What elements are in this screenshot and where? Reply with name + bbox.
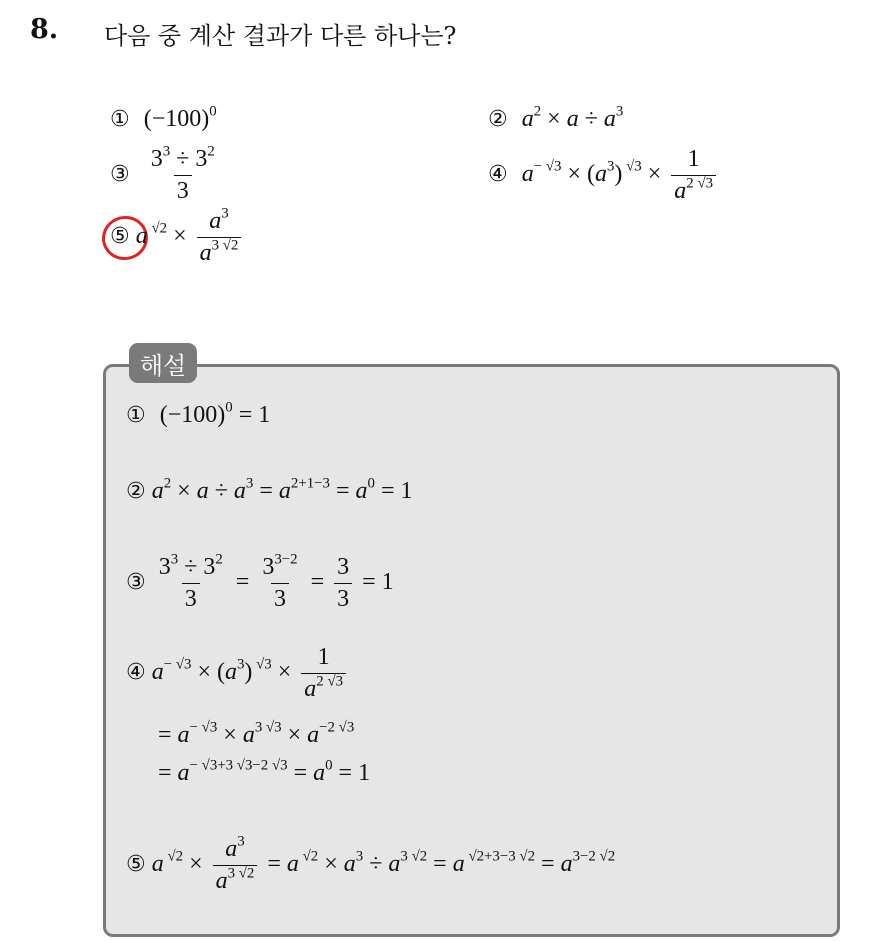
choice-2-div: ÷ [578, 106, 604, 132]
s5-eq1: = [261, 851, 287, 878]
s4l3-eq: = [158, 760, 178, 786]
s4l2-e1: − √3 [189, 719, 218, 736]
c3-num-a-exp: 3 [162, 143, 171, 160]
choice-3-fraction [148, 143, 218, 205]
s5-d: a [388, 851, 401, 878]
c3-num-a: 3 [150, 146, 163, 172]
s2-a3: a [233, 478, 246, 504]
s5-den: a [215, 868, 228, 894]
c4-exp-1: − √3 [533, 158, 562, 175]
s4l3-t: = [287, 760, 314, 786]
s5-b: a [286, 851, 299, 878]
solution-2 [126, 475, 413, 505]
solution-1 [126, 399, 271, 429]
c3-div: ÷ [170, 146, 196, 172]
s3-eq3: = 1 [356, 569, 394, 596]
s4l2-b: a [242, 722, 255, 748]
s3-n4: 3 [337, 554, 350, 580]
s3-n2e: 2 [215, 551, 223, 568]
s4l3-b: a [313, 760, 326, 786]
s5-num: a [225, 836, 238, 862]
s3-eq1: = [229, 569, 256, 596]
c4-fraction [671, 146, 716, 205]
s4-num: 1 [317, 644, 330, 670]
s4-den: a [304, 676, 317, 702]
c4-den-exp: 2 √3 [686, 175, 714, 192]
s1-mark: ① [126, 403, 146, 428]
solution-5 [126, 833, 616, 895]
s4-mark: ④ [126, 660, 146, 686]
s4-e3: √3 [252, 656, 272, 673]
c5-num: a [209, 208, 222, 234]
s5-c: a [343, 851, 356, 878]
s4-t1: × ( [191, 659, 225, 686]
s5-mark: ⑤ [126, 852, 146, 878]
s4l3-end: = 1 [332, 760, 371, 786]
s4l2-t2: × [281, 722, 308, 748]
c5-den: a [199, 240, 212, 266]
s3-frac-3 [334, 554, 352, 613]
choice-3[interactable] [110, 143, 222, 205]
choice-2-exp-3: 3 [615, 103, 624, 120]
s4-e1: − √3 [163, 656, 192, 673]
s3-frac-2 [259, 551, 300, 613]
s5-t3: ÷ [363, 851, 389, 878]
s5-eq2: = [427, 851, 453, 878]
s4l2-e3: −2 √3 [319, 719, 355, 736]
s2-a5: a [355, 478, 368, 504]
s5-ce: 3 [355, 848, 364, 865]
s2-e4: 2+1−3 [290, 475, 330, 492]
choice-1-base: (−100) [143, 106, 210, 132]
question-number: 8. [30, 14, 59, 45]
s2-a4: a [278, 478, 291, 504]
c3-den: 3 [174, 175, 192, 205]
c4-exp-2: 3 [606, 158, 615, 175]
solution-4 [126, 644, 350, 703]
s2-e1: 2 [163, 475, 172, 492]
s2-t1: × [171, 478, 197, 504]
s5-den-exp: 3 √2 [227, 865, 255, 882]
s4l2-c: a [307, 722, 320, 748]
s3-den3: 3 [334, 583, 352, 613]
c4-num: 1 [687, 146, 700, 172]
s3-d: ÷ [178, 554, 204, 580]
s3-den1: 3 [182, 583, 200, 613]
s1-rest: = 1 [232, 402, 271, 428]
solution-4-line-2 [158, 719, 355, 749]
s4-fraction [301, 644, 346, 703]
s4l3-e1: − √3+3 √3−2 √3 [189, 757, 288, 774]
s2-t5: = 1 [374, 478, 413, 504]
c5-num-exp: 3 [221, 205, 229, 222]
s2-e3: 3 [245, 475, 254, 492]
s3-n2: 3 [203, 554, 216, 580]
solution-3 [126, 551, 394, 613]
c3-num-b: 3 [195, 146, 208, 172]
s5-fe: 3−2 √2 [572, 848, 616, 865]
choice-2-times: × [541, 106, 567, 132]
c5-den-exp: 3 √2 [211, 237, 239, 254]
s3-n1: 3 [158, 554, 171, 580]
s2-t3: = [253, 478, 279, 504]
s2-mark: ② [126, 479, 146, 504]
s5-ee: √2+3−3 √2 [464, 848, 536, 865]
s4-close: ) [244, 659, 253, 686]
s3-mark: ③ [126, 570, 146, 596]
c5-fraction [197, 205, 242, 267]
s1-exp: 0 [225, 399, 233, 416]
s4l2-e2: 3 √3 [254, 719, 282, 736]
choice-1[interactable] [110, 103, 217, 133]
c4-exp-3: √3 [622, 158, 642, 175]
c5-exp-1: √2 [147, 220, 168, 237]
s4l2-t1: × [217, 722, 243, 748]
choice-5-mark: ⑤ [110, 224, 130, 250]
s1-base: (−100) [159, 402, 226, 428]
s5-num-exp: 3 [237, 833, 245, 850]
choice-2-term-a: a [521, 106, 534, 132]
s4-t2: × [271, 659, 298, 686]
s5-eq3: = [535, 851, 561, 878]
c4-den: a [674, 178, 687, 204]
choice-1-exp: 0 [209, 103, 217, 120]
s4-den-exp: 2 √3 [316, 673, 344, 690]
solution-title: 해설 [129, 343, 197, 383]
s4-e2: 3 [236, 656, 245, 673]
s5-f: a [560, 851, 573, 878]
s5-a: a [151, 851, 164, 878]
s2-t2: ÷ [208, 478, 234, 504]
c4-a: a [521, 161, 534, 188]
s3-n3e: 3−2 [274, 551, 298, 568]
c3-num-b-exp: 2 [207, 143, 215, 160]
s3-den2: 3 [271, 583, 289, 613]
s3-eq2: = [304, 569, 331, 596]
s5-be: √2 [298, 848, 319, 865]
s4l2-eq: = [158, 722, 178, 748]
solution-4-line-3 [158, 757, 371, 787]
choice-2[interactable] [488, 103, 624, 133]
s4-a2: a [224, 659, 237, 686]
choice-2-mark: ② [488, 107, 508, 132]
c4-times-1: × ( [561, 161, 595, 188]
s4-a: a [151, 659, 164, 686]
s2-a2: a [196, 478, 209, 504]
c4-times-2: × [641, 161, 668, 188]
question-text: 다음 중 계산 결과가 다른 하나는? [104, 22, 457, 50]
c5-a: a [135, 223, 148, 250]
s2-t4: = [329, 478, 356, 504]
s4l2-a: a [177, 722, 190, 748]
s5-de: 3 √2 [400, 848, 428, 865]
c4-close: ) [614, 161, 623, 188]
s3-frac-1 [156, 551, 226, 613]
s5-e: a [452, 851, 465, 878]
s3-n1e: 3 [170, 551, 179, 568]
choice-2-exp-1: 2 [533, 103, 542, 120]
choice-4-mark: ④ [488, 162, 508, 188]
s2-a: a [151, 478, 164, 504]
choice-4[interactable] [488, 146, 720, 205]
s3-n3: 3 [262, 554, 275, 580]
s4l3-e2: 0 [325, 757, 333, 774]
s5-t1: × [183, 851, 209, 878]
c5-times: × [167, 223, 193, 250]
s5-t2: × [318, 851, 344, 878]
s5-e1: √2 [163, 848, 184, 865]
s5-fraction [213, 833, 258, 895]
s2-e5: 0 [367, 475, 375, 492]
choice-3-mark: ③ [110, 162, 130, 188]
choice-1-mark: ① [110, 107, 130, 132]
s4l3-a: a [177, 760, 190, 786]
choice-2-term-b: a [566, 106, 579, 132]
choice-2-term-c: a [603, 106, 616, 132]
c4-a2: a [594, 161, 607, 188]
choice-5[interactable] [110, 205, 245, 267]
